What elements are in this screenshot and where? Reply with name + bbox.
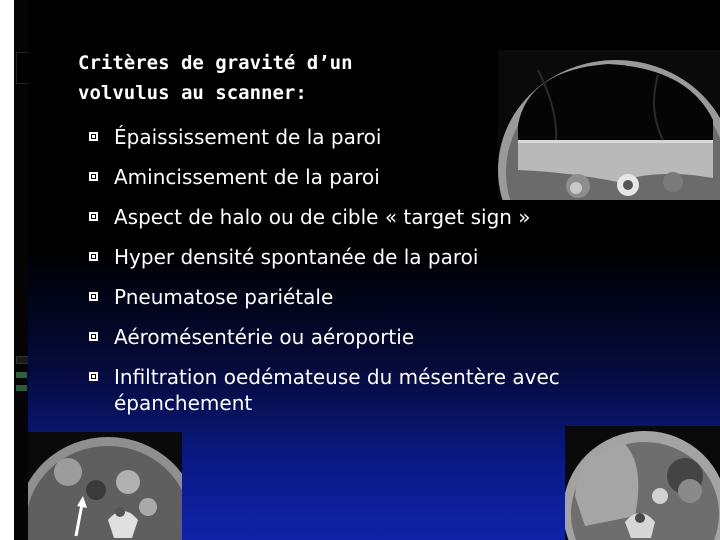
bullet-item: [88, 244, 608, 270]
bullet-text: Infiltration oedémateuse du mésentère avec épanchement: [114, 365, 560, 415]
ct-scan-graphic: [28, 432, 182, 540]
bullet-text: Aspect de halo ou de cible « target sign »: [114, 205, 531, 229]
ct-scan-bottom-left: [28, 432, 182, 540]
square-bullet-icon: [88, 251, 99, 262]
ct-scan-graphic: [565, 426, 720, 540]
slide-marker-green-2: [16, 385, 27, 391]
bullet-text: Aéromésentérie ou aéroportie: [114, 325, 415, 349]
square-bullet-icon: [88, 331, 99, 342]
slide-title-line-2: volvulus au scanner:: [78, 82, 307, 104]
square-bullet-icon: [88, 291, 99, 302]
slide-marker-green: [16, 372, 27, 378]
square-bullet-icon: [88, 131, 99, 142]
slide-title-line-1: Critères de gravité d’un: [78, 52, 353, 74]
bullet-item: [88, 364, 608, 416]
bullet-list: [88, 124, 608, 416]
square-bullet-icon: [88, 171, 99, 182]
bullet-text: Épaississement de la paroi: [114, 125, 382, 149]
bullet-item: [88, 204, 608, 230]
left-white-strip: [0, 0, 14, 540]
bullet-text: Pneumatose pariétale: [114, 285, 334, 309]
bullet-item: [88, 324, 608, 350]
bullet-text: Hyper densité spontanée de la paroi: [114, 245, 479, 269]
slide-title: [78, 48, 353, 108]
ct-scan-bottom-right: [565, 426, 720, 540]
square-bullet-icon: [88, 211, 99, 222]
square-bullet-icon: [88, 371, 99, 382]
bullet-item: [88, 284, 608, 310]
bullet-item: [88, 124, 608, 150]
bullet-text: Amincissement de la paroi: [114, 165, 380, 189]
bullet-item: [88, 164, 608, 190]
